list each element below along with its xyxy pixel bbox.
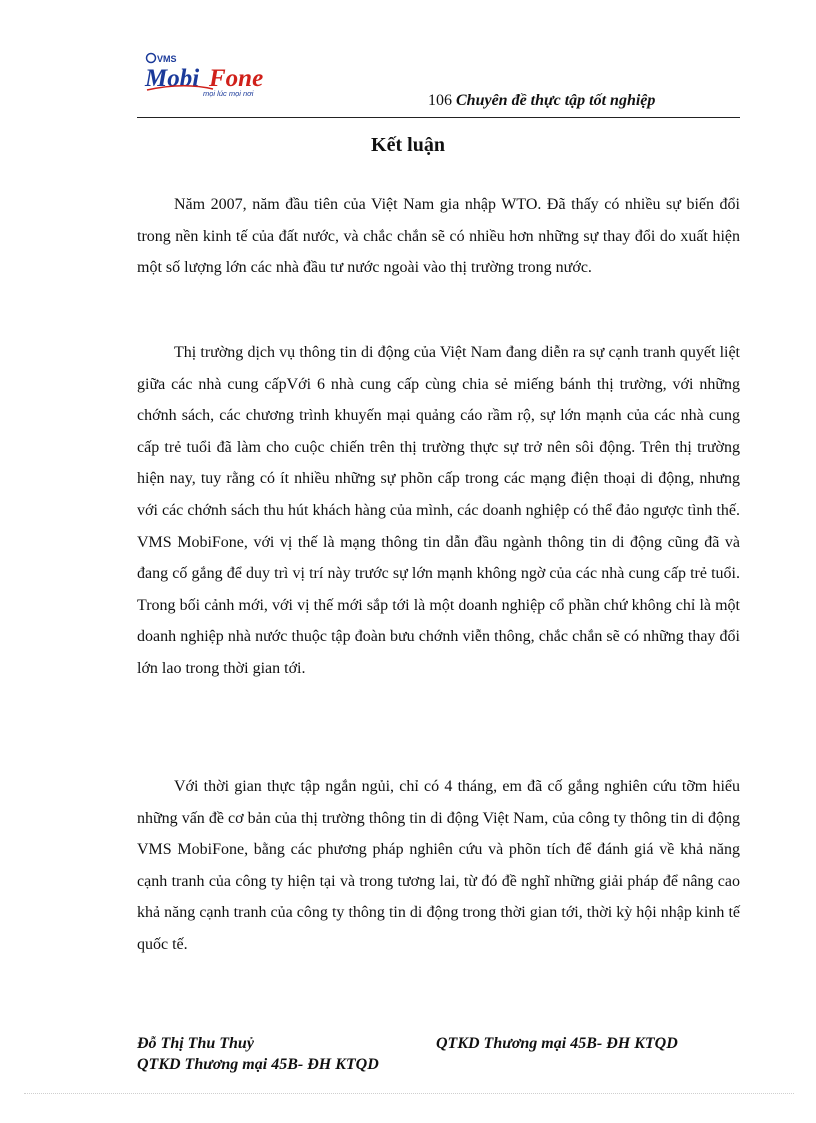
paragraph-1: Năm 2007, năm đầu tiên của Việt Nam gia nhập WTO. Đã thấy có nhiều sự biến đổi trong nền kinh tế của đất nước, và chắc chắn sẽ có nhiều hơn những sự thay đổi do xuất hiện một số lượng lớn các nhà đầu tư nước ngoài vào thị trường trong nước. [137, 196, 740, 277]
footer-class-right: QTKD Thương mại 45B- ĐH KTQD [436, 1035, 678, 1052]
logo-top-text: VMS [157, 54, 177, 64]
paragraph-2: Thị trường dịch vụ thông tin di động của Việt Nam đang diễn ra sự cạnh tranh quyết liệt giữa các nhà cung cấpVới 6 nhà cung cấp cùng chia sẻ miếng bánh thị trường, với những chớnh sách, các chương trình khuyến mại quảng cáo rầm rộ, sự lớn mạnh của các nhà cung cấp trẻ tuổi đã làm cho cuộc chiến trên thị trường thực sự trở nên sôi động. Trên thị trường hiện nay, tuy rằng có ít nhiều những sự phõn cấp trong các mạng điện thoại di động, nhưng với các chớnh sách thu hút khách hàng của mình, các doanh nghiệp có thể đảo ngược tình thế. VMS MobiFone, với vị thế là mạng thông tin dẫn đầu ngành thông tin di động cũng đã và đang cố gắng để duy trì vị trí này trước sự lớn mạnh không ngờ của các nhà cung cấp trẻ tuổi. Trong bối cảnh mới, với vị thế mới sắp tới là một doanh nghiệp cổ phần chứ không chỉ là một doanh nghiệp nhà nước thuộc tập đoàn bưu chớnh viễn thông, chắc chắn sẽ có những thay đổi lớn lao trong thời gian tới. [137, 344, 740, 677]
header-title [428, 92, 655, 110]
header-rule [137, 117, 740, 118]
logo-brand-part2: Fone [209, 65, 264, 92]
logo-brand-part1: Mobi [145, 65, 200, 92]
paragraph-3: Với thời gian thực tập ngắn ngủi, chỉ có 4 tháng, em đã cố gắng nghiên cứu tỡm hiểu những vấn đề cơ bản của thị trường thông tin di động Việt Nam, của công ty thông tin di động VMS MobiFone, bằng các phương pháp nghiên cứu và phõn tích để đánh giá về khả năng cạnh tranh của công ty hiện tại và trong tương lai, từ đó đề nghĩ những giải pháp để nâng cao khả năng cạnh tranh của công ty thông tin di động trong thời gian tới, thời kỳ hội nhập kinh tế quốc tế. [137, 778, 740, 953]
section-title: Kết luận [371, 134, 445, 156]
document-title: Chuyên đề thực tập tốt nghiệp [456, 92, 656, 109]
mobifone-logo [143, 52, 283, 98]
footer-author: Đỗ Thị Thu Thuỷ [137, 1035, 254, 1052]
page-number: 106 [428, 92, 452, 109]
page-bottom-rule [24, 1093, 794, 1094]
footer-class-left: QTKD Thương mại 45B- ĐH KTQD [137, 1056, 379, 1073]
logo-tagline: mọi lúc mọi nơi [203, 89, 254, 98]
